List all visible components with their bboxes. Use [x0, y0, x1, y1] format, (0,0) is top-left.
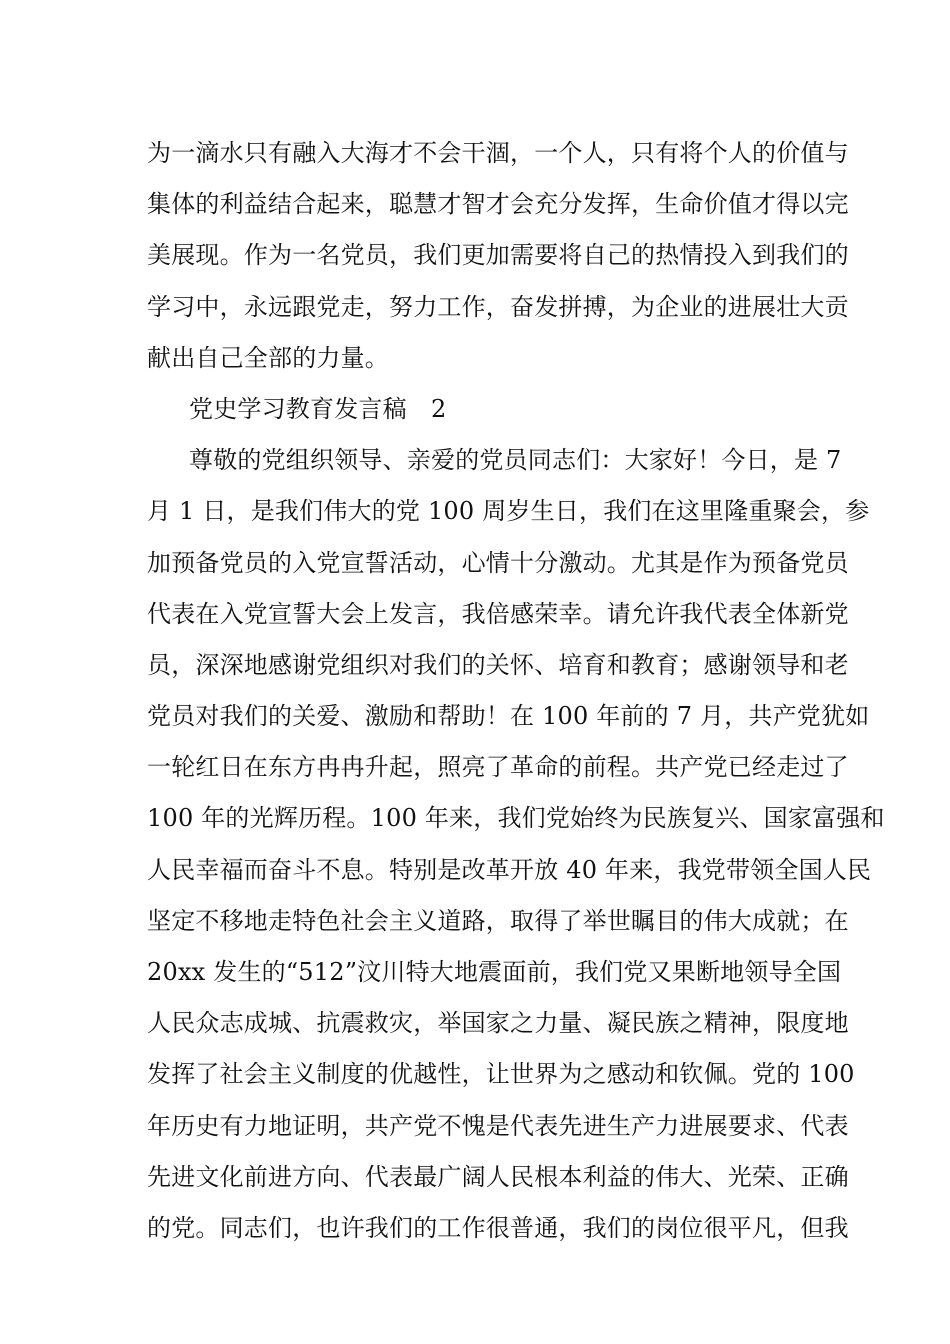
paragraph-2-line: 20xx 发生的“512”汶川特大地震面前，我们党又果断地领导全国 [147, 958, 842, 986]
paragraph-1 [147, 128, 849, 384]
paragraph-2-line: 发挥了社会主义制度的优越性，让世界为之感动和钦佩。党的 100 [147, 1060, 855, 1089]
paragraph-2-line: 人民众志成城、抗震救灾，举国家之力量、凝民族之精神，限度地 [147, 1009, 849, 1038]
paragraph-1-line: 献出自己全部的力量。 [147, 343, 389, 372]
paragraph-2-line: 年历史有力地证明，共产党不愧是代表先进生产力进展要求、代表 [147, 1111, 849, 1140]
paragraph-2-line: 一轮红日在东方冉冉升起，照亮了革命的前程。共产党已经走过了 [147, 753, 849, 782]
paragraph-2-line: 先进文化前进方向、代表最广阔人民根本利益的伟大、光荣、正确 [147, 1162, 849, 1191]
paragraph-1-line: 为一滴水只有融入大海才不会干涸，一个人，只有将个人的价值与 [147, 139, 849, 167]
paragraph-2-line: 坚定不移地走特色社会主义道路，取得了举世瞩目的伟大成就；在 [147, 906, 849, 935]
document-body [147, 128, 885, 1254]
paragraph-2-line: 的党。同志们，也许我们的工作很普通，我们的岗位很平凡，但我 [147, 1213, 849, 1242]
paragraph-2-line: 代表在入党宣誓大会上发言，我倍感荣幸。请允许我代表全体新党 [147, 599, 849, 628]
paragraph-1-line: 学习中，永远跟党走，努力工作，奋发拼搏，为企业的进展壮大贡 [147, 292, 849, 321]
paragraph-2-line: 员，深深地感谢党组织对我们的关怀、培育和教育；感谢领导和老 [147, 650, 849, 679]
paragraph-2 [147, 435, 885, 1254]
paragraph-1-line: 美展现。作为一名党员，我们更加需要将自己的热情投入到我们的 [147, 241, 849, 270]
paragraph-2-line: 党员对我们的关爱、激励和帮助！在 100 年前的 7 月，共产党犹如 [147, 702, 870, 731]
paragraph-2-line: 月 1 日，是我们伟大的党 100 周岁生日，我们在这里隆重聚会，参 [147, 497, 870, 526]
paragraph-2-line: 加预备党员的入党宣誓活动，心情十分激动。尤其是作为预备党员 [147, 548, 849, 577]
paragraph-2-line: 人民幸福而奋斗不息。特别是改革开放 40 年来，我党带领全国人民 [147, 855, 872, 884]
section-heading: 党史学习教育发言稿 2 [189, 394, 447, 423]
paragraph-1-line: 集体的利益结合起来，聪慧才智才会充分发挥，生命价值才得以完 [147, 190, 849, 219]
paragraph-2-line: 尊敬的党组织领导、亲爱的党员同志们：大家好！今日，是 7 [189, 446, 842, 475]
paragraph-2-line: 100 年的光辉历程。100 年来，我们党始终为民族复兴、国家富强和 [147, 804, 885, 833]
